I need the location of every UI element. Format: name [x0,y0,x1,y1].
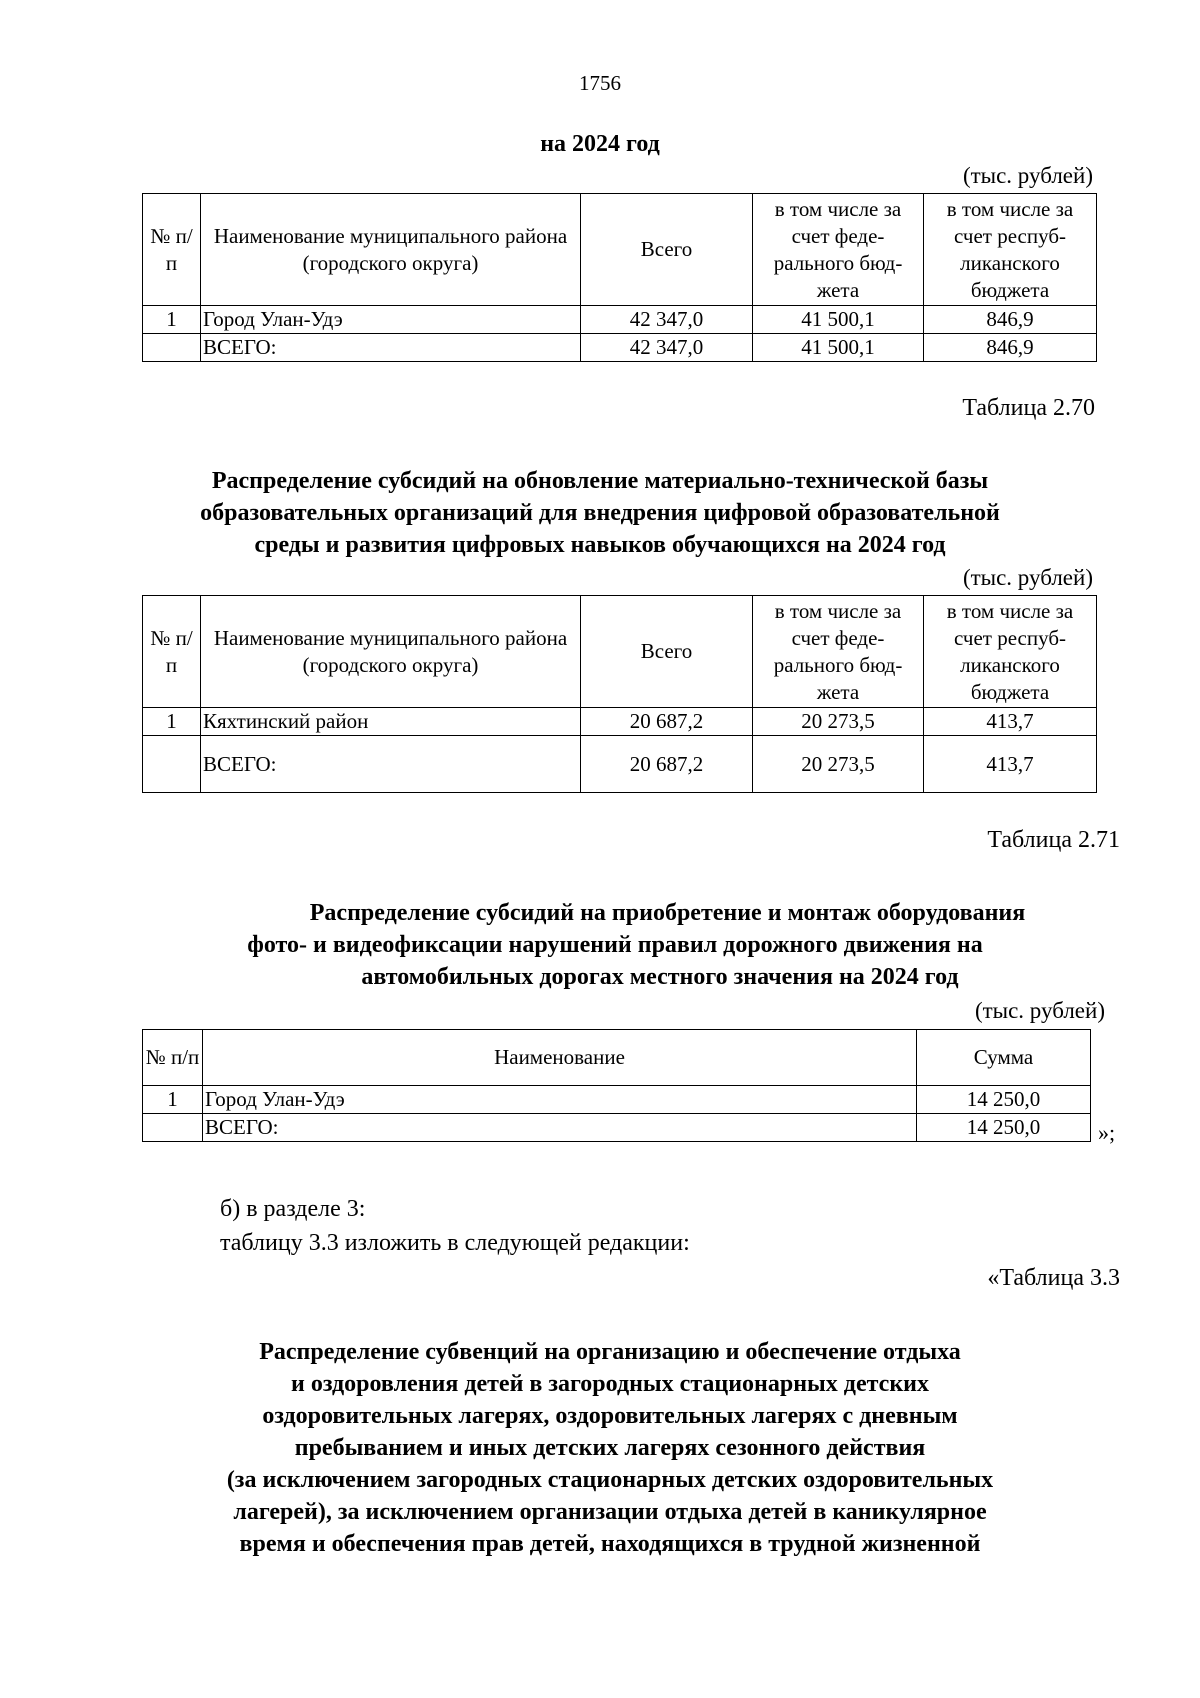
table-row [143,1086,1091,1114]
table-total-row [143,334,1097,362]
row-name: ВСЕГО: [201,334,581,362]
closing-quote: »; [1098,1120,1116,1145]
row-num [143,736,201,793]
row-num [143,334,201,362]
table-total-row [143,736,1097,793]
row-federal: 41 500,1 [753,306,924,334]
col-total-header: Всего [581,596,753,708]
heading-line: фото- и видеофиксации нарушений правил дорожного движения на [247,932,983,958]
units-label: (тыс. рублей) [962,163,1093,188]
col-num-header: № п/п [143,596,201,708]
heading-line: образовательных организаций для внедрения цифровой образовательной [200,500,1000,526]
row-total: 20 687,2 [581,736,753,793]
col-num-header: № п/п [143,1030,203,1086]
row-sum: 14 250,0 [917,1086,1091,1114]
row-federal: 41 500,1 [753,334,924,362]
row-total: 42 347,0 [581,334,753,362]
table-total-row [143,1114,1091,1142]
row-name: Кяхтинский район [201,708,581,736]
heading-line: пребыванием и иных детских лагерях сезонного действия [294,1435,926,1461]
section-heading [130,897,1130,993]
heading-line: (за исключением загородных стационарных детских оздоровительных [226,1467,994,1493]
section-heading [0,465,1200,561]
col-num-header: № п/п [143,194,201,306]
row-federal: 20 273,5 [753,736,924,793]
row-name: Город Улан-Удэ [203,1086,917,1114]
heading-line: среды и развития цифровых навыков обучающихся на 2024 год [254,532,946,558]
col-republic-header: в том числе за счет респуб-ликанского бюджета [924,194,1097,306]
heading-line: лагерей), за исключением организации отдыха детей в каникулярное [233,1499,987,1525]
table-label: Таблица 2.71 [987,827,1120,853]
col-republic-header: в том числе за счет респуб-ликанского бюджета [924,596,1097,708]
row-num [143,1114,203,1142]
table-header-row [143,1030,1091,1086]
heading-line: Распределение субсидий на обновление материально-технической базы [211,468,989,494]
row-total: 42 347,0 [581,306,753,334]
col-total-header: Всего [581,194,753,306]
section-heading: на 2024 год [540,131,660,157]
table-row [143,306,1097,334]
col-name-header: Наименование [203,1030,917,1086]
row-republic: 846,9 [924,306,1097,334]
col-name-header: Наименование муниципального района (городского округа) [201,596,581,708]
row-sum: 14 250,0 [917,1114,1091,1142]
amendment-paragraph: б) в разделе 3: [220,1196,366,1222]
col-federal-header: в том числе за счет феде-рального бюд-жета [753,194,924,306]
heading-line: автомобильных дорогах местного значения на 2024 год [361,964,959,990]
table-label: Таблица 2.70 [962,395,1095,421]
heading-line: Распределение субсидий на приобретение и монтаж оборудования [309,900,1026,926]
table-header-row [143,596,1097,708]
section-heading [130,1336,1090,1560]
page-number: 1756 [579,71,621,95]
row-republic: 413,7 [924,736,1097,793]
row-republic: 413,7 [924,708,1097,736]
row-total: 20 687,2 [581,708,753,736]
units-label: (тыс. рублей) [962,565,1093,590]
subsidy-table-1 [142,193,1097,362]
row-name: ВСЕГО: [201,736,581,793]
col-sum-header: Сумма [917,1030,1091,1086]
amendment-paragraph: таблицу 3.3 изложить в следующей редакции: [220,1230,690,1256]
units-label: (тыс. рублей) [974,998,1105,1023]
table-row [143,708,1097,736]
heading-line: оздоровительных лагерях, оздоровительных лагерях с дневным [262,1403,958,1429]
col-name-header: Наименование муниципального района (городского округа) [201,194,581,306]
row-name: Город Улан-Удэ [201,306,581,334]
row-name: ВСЕГО: [203,1114,917,1142]
heading-line: Распределение субвенций на организацию и обеспечение отдыха [259,1339,961,1365]
row-num: 1 [143,708,201,736]
table-header-row [143,194,1097,306]
subsidy-table-3 [142,1029,1091,1142]
row-republic: 846,9 [924,334,1097,362]
row-federal: 20 273,5 [753,708,924,736]
subsidy-table-2 [142,595,1097,793]
row-num: 1 [143,1086,203,1114]
heading-line: и оздоровления детей в загородных стационарных детских [291,1371,929,1397]
table-label: «Таблица 3.3 [987,1265,1120,1291]
row-num: 1 [143,306,201,334]
heading-line: время и обеспечения прав детей, находящихся в трудной жизненной [239,1531,981,1557]
col-federal-header: в том числе за счет феде-рального бюд-жета [753,596,924,708]
